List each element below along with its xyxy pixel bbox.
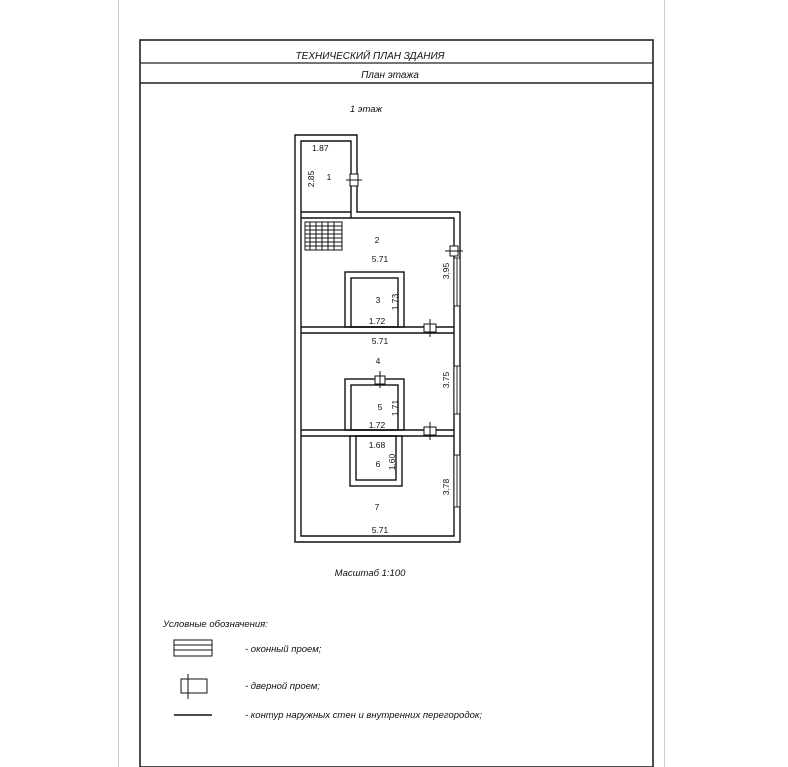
room-7-height: 3.78 [441,478,451,496]
room-1-number: 1 [326,172,332,182]
room-6-number: 6 [375,459,381,469]
door-icon [181,674,207,699]
room-4-number: 4 [375,356,381,366]
room-4-height: 3.75 [441,371,451,389]
room-2-width: 5.71 [371,254,389,264]
room-4-width: 5.71 [371,336,389,346]
room-7-number: 7 [374,502,380,512]
dimension-labels [306,143,451,535]
window-icon [454,258,460,507]
legend-title: Условные обозначения: [163,619,268,630]
room-3-width: 1.72 [368,316,386,326]
room-7-width: 5.71 [371,525,389,535]
floor-label: 1 этаж [349,104,383,115]
room-3-number: 3 [375,295,381,305]
room-1-width: 1.87 [312,143,329,153]
sheet-title: ТЕХНИЧЕСКИЙ ПЛАН ЗДАНИЯ [295,51,445,62]
legend-wall-label: - контур наружных стен и внутренних перегородок; [245,710,482,721]
legend-window-label: - оконный проем; [245,644,322,655]
room-6-height: 1.60 [387,453,397,471]
room-2-height: 3.95 [441,262,451,280]
legend-door-label: - дверной проем; [245,681,320,692]
window-icon [174,640,212,656]
stairs-icon [305,222,342,250]
room-5-height: 1.71 [390,399,400,417]
room-5-number: 5 [377,402,383,412]
room-5-width: 1.72 [368,420,386,430]
room-6-width: 1.68 [368,440,386,450]
room-3-height: 1.73 [390,293,400,311]
scale-label: Масштаб 1:100 [334,568,406,579]
sheet-subtitle: План этажа [361,70,419,81]
room-1-height: 2.85 [306,170,316,188]
room-2-number: 2 [374,235,380,245]
